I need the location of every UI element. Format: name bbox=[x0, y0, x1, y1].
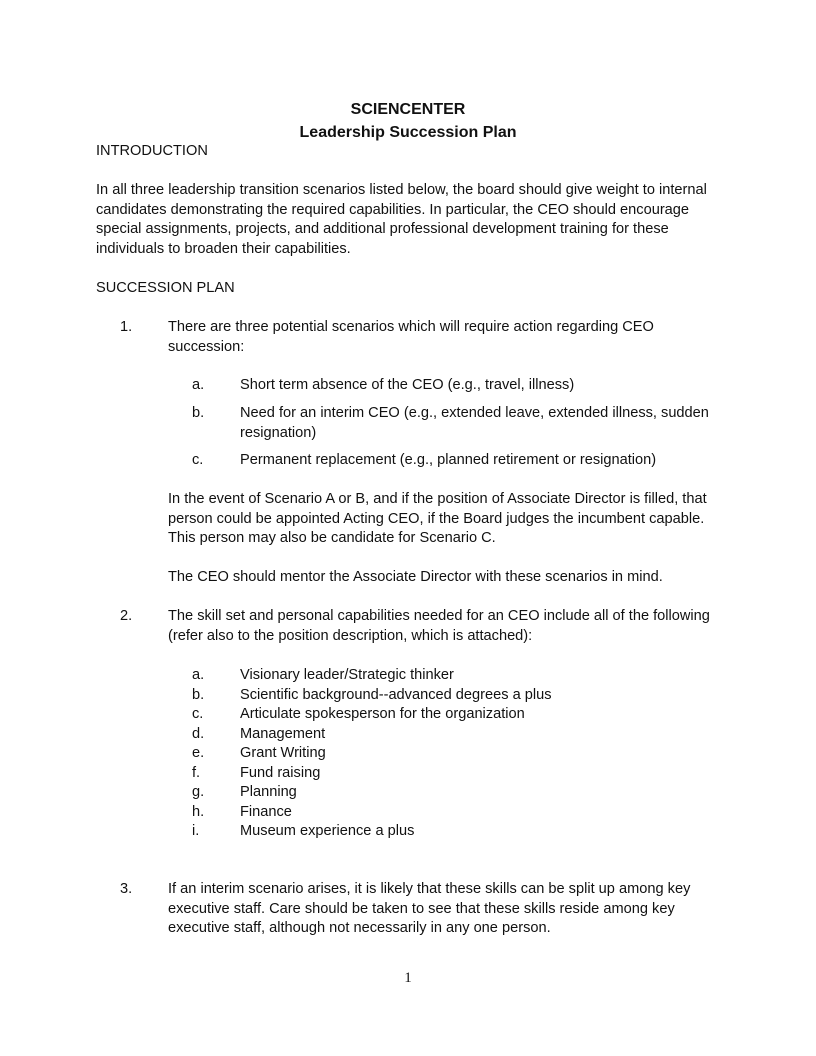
list-item-line: executive staff, although not necessarily in any one person. bbox=[168, 920, 551, 936]
paragraph-line: This person may also be candidate for Scenario C. bbox=[168, 530, 496, 546]
skill-letter: g. bbox=[192, 784, 205, 800]
skill-letter: d. bbox=[192, 725, 205, 742]
introduction-line: special assignments, projects, and additional professional development training for these bbox=[96, 221, 669, 237]
list-item-line: If an interim scenario arises, it is likely that these skills can be split up among key bbox=[168, 881, 691, 897]
scenario-text: Need for an interim CEO (e.g., extended leave, extended illness, sudden bbox=[240, 405, 709, 421]
skill-item: Fund raising bbox=[240, 764, 321, 781]
list-item-line: There are three potential scenarios which will require action regarding CEO bbox=[168, 319, 654, 335]
paragraph-line: person could be appointed Acting CEO, if the Board judges the incumbent capable. bbox=[168, 510, 705, 527]
list-item-line: (refer also to the position description, which is attached): bbox=[168, 627, 533, 644]
skill-item: Planning bbox=[240, 784, 297, 800]
skill-letter: b. bbox=[192, 686, 205, 703]
skill-letter: i. bbox=[192, 823, 200, 839]
scenario-text: Permanent replacement (e.g., planned retirement or resignation) bbox=[240, 452, 657, 468]
introduction-line: individuals to broaden their capabilities. bbox=[96, 240, 351, 257]
paragraph-line: In the event of Scenario A or B, and if the position of Associate Director is filled, that bbox=[168, 491, 707, 507]
document-title bbox=[0, 98, 816, 144]
page-number: 1 bbox=[404, 970, 412, 986]
skill-item: Management bbox=[240, 725, 326, 742]
skill-letter: a. bbox=[192, 667, 205, 683]
scenario-letter: c. bbox=[192, 452, 204, 468]
scenario-letter: a. bbox=[192, 377, 205, 393]
skill-item: Scientific background--advanced degrees a plus bbox=[240, 686, 552, 703]
skill-item: Articulate spokesperson for the organization bbox=[240, 706, 525, 722]
list-item-line: The skill set and personal capabilities needed for an CEO include all of the following bbox=[168, 608, 710, 624]
introduction-line: In all three leadership transition scenarios listed below, the board should give weight to internal bbox=[96, 182, 707, 198]
skill-letter: h. bbox=[192, 803, 205, 820]
skill-item: Visionary leader/Strategic thinker bbox=[240, 667, 454, 683]
succession-plan-heading: SUCCESSION PLAN bbox=[96, 280, 235, 296]
skill-item: Grant Writing bbox=[240, 745, 326, 761]
title-organization: SCIENCENTER bbox=[350, 101, 466, 118]
scenario-letter: b. bbox=[192, 405, 205, 421]
introduction-heading: INTRODUCTION bbox=[96, 143, 208, 159]
skill-letter: f. bbox=[192, 764, 201, 781]
list-item-line: executive staff. Care should be taken to see that these skills reside among key bbox=[168, 900, 675, 917]
scenario-text: resignation) bbox=[240, 424, 317, 441]
mentor-paragraph: The CEO should mentor the Associate Director with these scenarios in mind. bbox=[168, 569, 663, 585]
skill-letter: e. bbox=[192, 745, 205, 761]
list-number: 3. bbox=[120, 881, 133, 897]
list-item-line: succession: bbox=[168, 338, 245, 355]
list-number: 2. bbox=[120, 608, 133, 624]
skill-letter: c. bbox=[192, 706, 204, 722]
list-number: 1. bbox=[120, 319, 133, 335]
introduction-line: candidates demonstrating the required capabilities. In particular, the CEO should encourage bbox=[96, 201, 690, 218]
scenario-text: Short term absence of the CEO (e.g., travel, illness) bbox=[240, 377, 575, 393]
skill-item: Finance bbox=[240, 803, 292, 820]
title-plan-name: Leadership Succession Plan bbox=[299, 124, 517, 141]
skill-item: Museum experience a plus bbox=[240, 823, 415, 839]
